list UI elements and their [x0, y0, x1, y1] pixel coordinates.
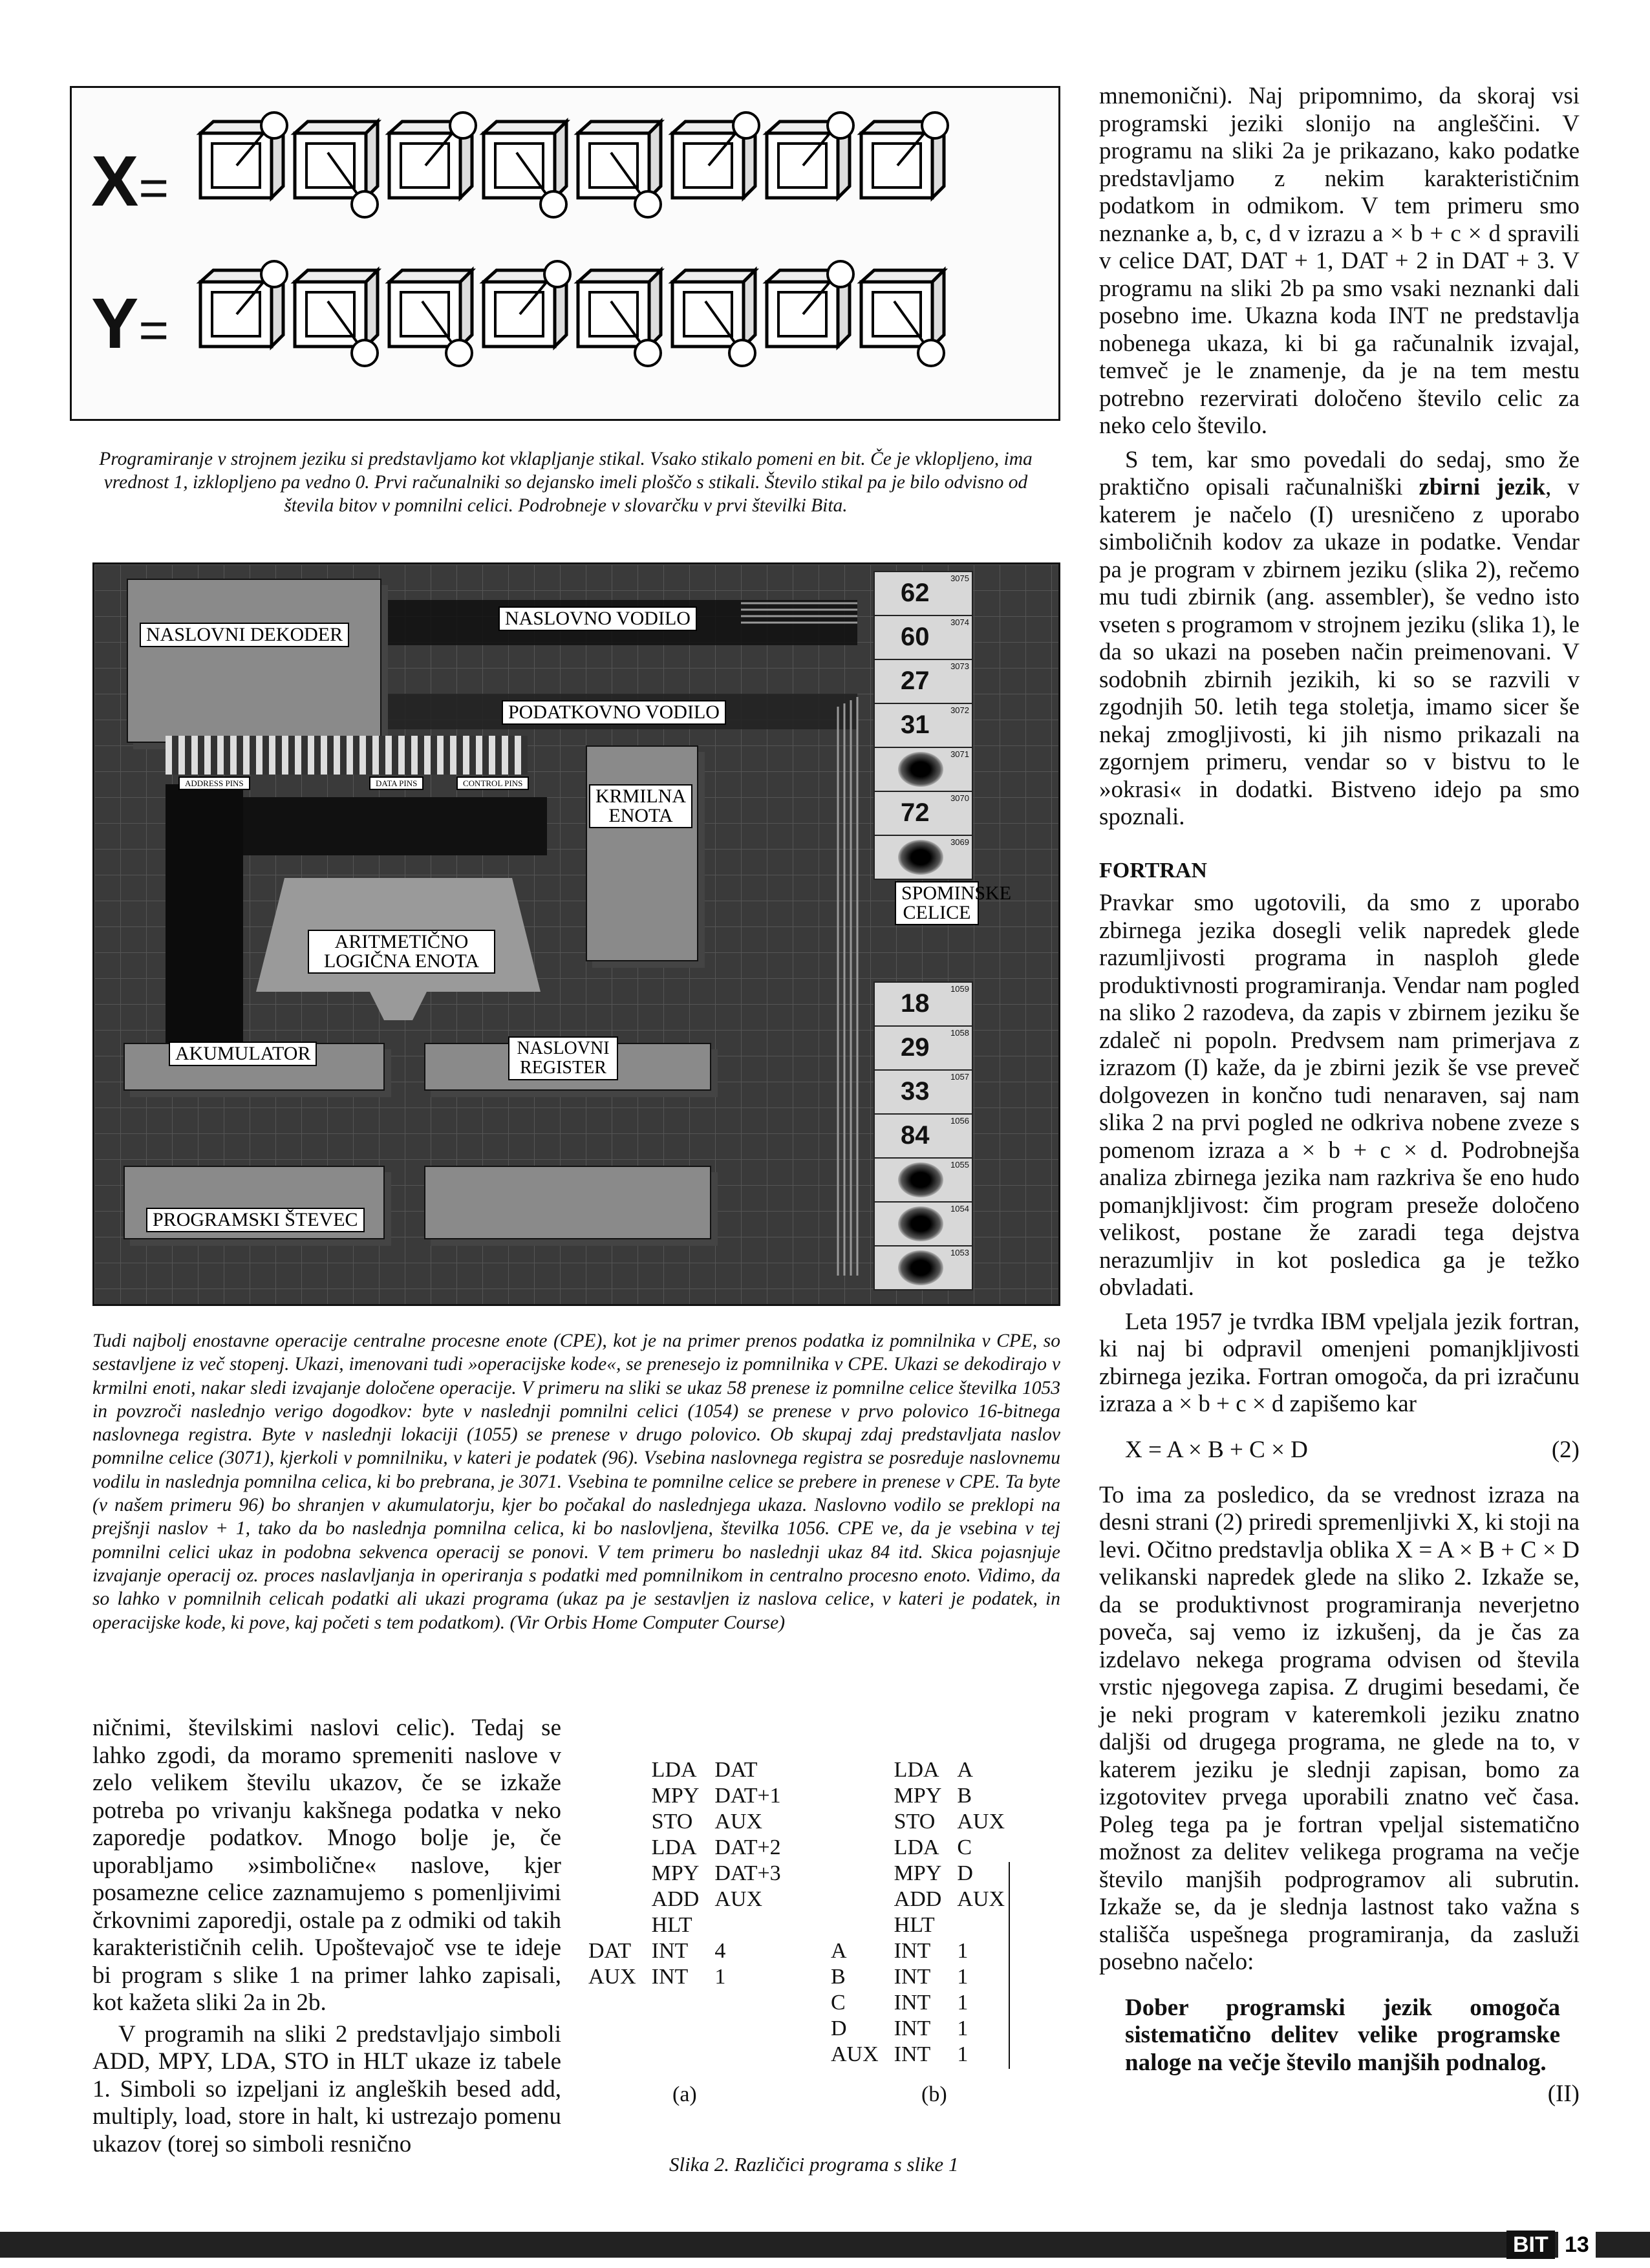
program-line	[831, 2042, 1020, 2068]
program-operand: 1	[957, 2042, 969, 2066]
program-operand: 1	[714, 1965, 726, 1989]
program-opcode: INT	[651, 1939, 689, 1963]
principle-statement: Dober programski jezik omogoča sistematično delitev velike programske naloge na večje število manjših podnalog.	[1125, 1994, 1560, 2076]
memory-cell-address: 1057	[950, 1072, 969, 1082]
memory-cell-value: 72	[901, 798, 930, 827]
right-column	[1099, 83, 1580, 2108]
footer-bar	[0, 2232, 1650, 2258]
program-operand: DAT	[714, 1758, 758, 1782]
program-opcode: HLT	[651, 1913, 692, 1937]
memory-cell	[873, 747, 973, 792]
memory-cell	[873, 703, 973, 748]
program-label: DAT	[588, 1939, 632, 1963]
memory-cell-address: 3073	[950, 661, 969, 671]
memory-cell	[873, 1201, 973, 1246]
program-operand: DAT+1	[714, 1784, 781, 1808]
program-line	[588, 1912, 797, 1938]
program-label	[831, 1835, 894, 1861]
switch-on-icon[interactable]	[387, 114, 475, 204]
switch-figure	[70, 86, 1060, 421]
program-b	[831, 1757, 1020, 2068]
switch-on-icon[interactable]	[670, 114, 758, 204]
program-line	[588, 1938, 797, 1964]
principle-number: (II)	[1547, 2081, 1580, 2107]
switch-on-icon[interactable]	[764, 262, 852, 353]
program-b-table	[831, 1757, 1020, 2068]
program-opcode: LDA	[894, 1758, 939, 1782]
program-label	[588, 1912, 652, 1938]
program-label: D	[831, 2017, 847, 2040]
program-opcode: MPY	[894, 1861, 942, 1885]
memory-cell-address: 3071	[950, 749, 969, 759]
control-unit-label: KRMILNA ENOTA	[589, 784, 692, 828]
switch-off-icon[interactable]	[292, 114, 380, 204]
program-opcode: INT	[894, 2042, 931, 2066]
program-line	[588, 1783, 797, 1809]
control-unit-block	[586, 745, 698, 961]
switch-on-icon[interactable]	[198, 114, 286, 204]
program-opcode: INT	[894, 1965, 931, 1989]
memory-cell-value: 62	[901, 579, 930, 607]
program-a-label: (a)	[672, 2082, 697, 2106]
memory-cell-address: 3074	[950, 617, 969, 627]
left-paragraph-2: V programih na sliki 2 predstavljajo simboli ADD, MPY, LDA, STO in HLT ukaze iz tabele 1. Simboli so izpeljani iz angleških besed add, multiply, load, store in halt, ki ustrezajo pomenu ukazov (torej so simboli resnično	[92, 2020, 561, 2157]
switch-off-icon[interactable]	[575, 114, 663, 204]
memory-cell-address: 3069	[950, 837, 969, 847]
memory-cell-smudge	[898, 1162, 943, 1197]
page-number: 13	[1558, 2231, 1596, 2259]
program-opcode: LDA	[651, 1758, 697, 1782]
switch-off-icon[interactable]	[481, 114, 569, 204]
memory-cell-address: 1056	[950, 1116, 969, 1126]
memory-cell-address: 3075	[950, 573, 969, 583]
program-opcode: STO	[894, 1810, 936, 1834]
program-line	[831, 1990, 1020, 2016]
program-opcode: MPY	[894, 1784, 942, 1808]
program-opcode: INT	[894, 1991, 931, 2015]
program-opcode: HLT	[894, 1913, 935, 1937]
empty-register-block	[424, 1166, 711, 1239]
program-line	[831, 1887, 1020, 1912]
memory-cell-value: 29	[901, 1033, 930, 1062]
program-operand	[957, 1912, 1020, 1938]
program-operand: DAT+3	[714, 1861, 781, 1885]
pins	[166, 736, 528, 775]
address-bus-label: NASLOVNO VODILO	[498, 606, 697, 631]
program-b-divider	[1009, 1862, 1010, 2069]
program-opcode: INT	[894, 2017, 931, 2040]
memory-cell-smudge	[898, 1206, 943, 1241]
switch-off-icon[interactable]	[292, 262, 380, 353]
memory-cell-address: 1059	[950, 984, 969, 994]
program-opcode: LDA	[894, 1835, 939, 1859]
memory-cell-address: 3070	[950, 793, 969, 803]
address-decoder-block	[127, 579, 381, 743]
program-operand: 1	[957, 1939, 969, 1963]
program-label	[831, 1887, 894, 1912]
address-register-label: NASLOVNI REGISTER	[508, 1036, 618, 1080]
program-label	[831, 1809, 894, 1835]
program-operand	[714, 1912, 796, 1938]
program-label	[831, 1912, 894, 1938]
program-operand: B	[957, 1784, 972, 1808]
right-paragraph-5: To ima za posledico, da se vrednost izraza na desni strani (2) priredi spremenljivki X, ki stoji na levi. Očitno predstavlja oblika X = A × B + C × D velikanski napredek glede na sliko 2. Izkaže se, da se produktivnost programiranja neverjetno poveča, saj vemo iz izkušenj, da je čas za izdelavo nekega programa odvisen od števila vrstic njegovega zapisa. Z drugimi besedami, če je neki program v kateremkoli jeziku znatno daljši od drugega programa, ne glede na to, v katerem jeziku je slednji zapisan, bomo za izgotovitev prvega uporabili znatno več časa. Poleg tega pa je fortran vpeljal sistematično možnost za delitev velikega programa na večje število manjših podprogramov ali subrutin. Izkaže se, da je slednja lastnost tako važna s stališča uspešnega programiranja, da zasluži posebno načelo:	[1099, 1481, 1580, 1975]
program-operand: C	[957, 1835, 972, 1859]
memory-cell	[873, 791, 973, 836]
program-line	[831, 1835, 1020, 1861]
program-counter-label: PROGRAMSKI ŠTEVEC	[146, 1208, 365, 1232]
memory-cell-value: 60	[901, 623, 930, 651]
memory-cell-address: 1055	[950, 1160, 969, 1170]
footer-brand: BIT	[1506, 2231, 1555, 2259]
switch-on-icon[interactable]	[764, 114, 852, 204]
program-line	[831, 1912, 1020, 1938]
program-label	[588, 1757, 652, 1783]
memory-cell-smudge	[898, 1250, 943, 1285]
program-opcode: LDA	[651, 1835, 697, 1859]
program-a	[588, 1757, 797, 1990]
program-line	[831, 1938, 1020, 1964]
program-opcode: INT	[894, 1939, 931, 1963]
memory-cell-address: 1058	[950, 1028, 969, 1038]
address-decoder-label: NASLOVNI DEKODER	[140, 623, 349, 647]
program-line	[588, 1757, 797, 1783]
formula-line	[1099, 1437, 1580, 1482]
program-operand: D	[957, 1861, 973, 1885]
program-label: C	[831, 1991, 846, 2015]
control-pins-label: CONTROL PINS	[456, 776, 529, 790]
memory-cell-address: 1053	[950, 1248, 969, 1257]
accumulator-label: AKUMULATOR	[169, 1042, 317, 1066]
address-pins-label: ADDRESS PINS	[178, 776, 250, 790]
program-operand: 1	[957, 1965, 969, 1989]
program-line	[831, 1809, 1020, 1835]
program-line	[588, 1809, 797, 1835]
program-label	[831, 1757, 894, 1783]
program-operand: AUX	[957, 1810, 1005, 1834]
memory-cell	[873, 571, 973, 616]
program-line	[831, 1757, 1020, 1783]
program-opcode: MPY	[651, 1861, 700, 1885]
formula: X = A × B + C × D	[1125, 1436, 1308, 1463]
program-label	[831, 1861, 894, 1887]
figure1-caption: Programiranje v strojnem jeziku si predstavljamo kot vklapljanje stikal. Vsako stikalo pomeni en bit. Če je vklopljeno, ima vrednost 1, izklopljeno pa vedno 0. Prvi računalniki so dejansko imeli ploščo s stikali. Število stikal pa je bilo odvisno od števila bitov v pomnilni celici. Podrobneje v slovarčku v prvi številki Bita.	[99, 449, 1033, 516]
program-opcode: STO	[651, 1810, 693, 1834]
memory-cell-smudge	[898, 752, 943, 787]
cpu-diagram	[92, 562, 1060, 1306]
program-line	[831, 1861, 1020, 1887]
switch-on-icon[interactable]	[859, 114, 947, 204]
memory-cell	[873, 1025, 973, 1071]
switch-off-icon[interactable]	[575, 262, 663, 353]
memory-cells-label: SPOMINSKE CELICE	[895, 881, 979, 925]
alu-label: ARITMETIČNO LOGIČNA ENOTA	[308, 930, 495, 974]
program-label: AUX	[588, 1965, 636, 1989]
memory-cell-value: 18	[901, 989, 930, 1018]
memory-cell-value: 27	[901, 667, 930, 695]
memory-cell	[873, 1113, 973, 1159]
program-opcode: MPY	[651, 1784, 700, 1808]
fortran-heading: FORTRAN	[1099, 858, 1207, 883]
memory-cell	[873, 981, 973, 1027]
switch-on-icon[interactable]	[481, 262, 569, 353]
program-line	[831, 2016, 1020, 2042]
program-line	[588, 1887, 797, 1912]
left-paragraph-1: ničnimi, številskimi naslovi celic). Tedaj se lahko zgodi, da moramo spremeniti naslove v zelo velikem številu ukazov, če se izkaže potreba po vrivanju kakšnega podatka v neko zaporedje podatkov. Mnogo bolje je, če uporabljamo »simbolične« naslove, kjer posamezne celice zaznamujemo s pomenljivimi črkovnimi zaporedji, ostale pa z odmiki od takih karakterističnih celih. Upoštevajoč vse te ideje bi program s slike 1 na primer lahko zapisali, kot kažeta sliki 2a in 2b.	[92, 1715, 561, 2016]
right-paragraph-1: mnemonični). Naj pripomnimo, da skoraj vsi programski jeziki slonijo na angleščini. V programu na sliki 2a je prikazano, kako podatke predstavljamo z nekim karakterističnim podatkom in odmikom. V tem primeru smo neznanke a, b, c, d v izrazu a × b + c × d spravili v celice DAT, DAT + 1, DAT + 2 in DAT + 3. V programu na sliki 2b pa smo vsaki neznanki dali posebno ime. Ukazna koda INT ne predstavlja nobenega ukaza, ki bi ga računalnik izvajal, temveč je le znamenje, da je na tem mestu potrebno rezervirati določeno število celic za neko celo število.	[1099, 83, 1580, 439]
switch-on-icon[interactable]	[198, 262, 286, 353]
program-label	[588, 1861, 652, 1887]
program-label: B	[831, 1965, 846, 1989]
memory-cell	[873, 1157, 973, 1203]
memory-cell	[873, 1245, 973, 1290]
data-bus-label: PODATKOVNO VODILO	[502, 700, 726, 725]
program-label	[588, 1887, 652, 1912]
program-operand: AUX	[714, 1887, 763, 1911]
program-label	[588, 1835, 652, 1861]
program-operand: AUX	[957, 1887, 1005, 1911]
row-y-label: Y=	[91, 284, 169, 363]
program-operand: A	[957, 1758, 973, 1782]
program-line	[831, 1783, 1020, 1809]
memory-cell	[873, 835, 973, 880]
memory-cell	[873, 659, 973, 704]
memory-cell-smudge	[898, 840, 943, 875]
program-a-table	[588, 1757, 797, 1990]
memory-cell-address: 3072	[950, 705, 969, 715]
program-line	[588, 1835, 797, 1861]
program-line	[588, 1964, 797, 1990]
program-operand: 1	[957, 2017, 969, 2040]
figure2-caption: Tudi najbolj enostavne operacije centralne procesne enote (CPE), kot je na primer prenos podatka iz pomnilnika v CPE, so sestavljene iz več stopenj. Ukazi, imenovani tudi »operacijske kode«, se prenesejo iz pomnilnika v CPE. Ukazi se dekodirajo v krmilni enoti, nakar sledi izvajanje določene operacije. V primeru na sliki se ukaz 58 prenese iz pomnilne celice številka 1053 in povzroči naslednjo verigo dogodkov: byte v naslednji pomnilni celici (1054) se prenese v prvo polovico 16-bitnega naslovnega registra. Byte v naslednji lokaciji (1055) se prenese v drugo polovico. Ob skupaj zdaj predstavljata naslov pomnilne celice (3071), kjerkoli v pomnilniku, v kateri je podatek (96). Vsebina naslovnega registra se posreduje naslovnemu vodilu in naslednja pomnilna celica, ki bo prebrana, je 3071. Vsebina te pomnilne celice se prebere in prenese v CPE. Ta byte (v našem primeru 96) bo shranjen v akumulatorju, kjer bo počakal do naslednjega ukaza. Naslovno vodilo se preklopi na prejšnji naslov + 1, tako da bo naslednja pomnilna celica, ki bo naslovljena, številka 1056. CPE ve, da je vsebina v tej pomnilni celici ukaz in podobna sekvenca operacij se ponovi. V tem primeru bo naslednji ukaz 84 itd. Skica pojasnjuje izvajanje operacij oz. proces naslavljanja in operiranja s podatki med pomnilnikom in centralno procesno enoto. Vidimo, da so lahko v pomnilnih celicah podatki ali ukazi programa (ukaz pa je sestavljen iz naslova celice, v kateri je podatek, in operacijske kode, ki pove, kaj početi s tem podatkom). (Vir Orbis Home Computer Course)	[92, 1331, 1060, 1633]
switch-off-icon[interactable]	[859, 262, 947, 353]
program-operand: 1	[957, 1991, 969, 2015]
program-opcode: INT	[651, 1965, 689, 1989]
program-opcode: ADD	[651, 1887, 700, 1911]
switch-off-icon[interactable]	[387, 262, 475, 353]
formula-number: (2)	[1551, 1436, 1580, 1463]
left-column	[92, 1715, 561, 2158]
program-operand: 4	[714, 1939, 726, 1963]
row-x-label: X=	[91, 142, 169, 221]
memory-cell-value: 31	[901, 711, 930, 739]
program-line	[831, 1964, 1020, 1990]
program-operand: DAT+2	[714, 1835, 781, 1859]
figure3-caption: Slika 2. Različici programa s slike 1	[669, 2153, 959, 2176]
memory-cell-address: 1054	[950, 1204, 969, 1214]
program-label	[831, 1783, 894, 1809]
switch-off-icon[interactable]	[670, 262, 758, 353]
data-pins-label: DATA PINS	[369, 776, 423, 790]
program-opcode: ADD	[894, 1887, 942, 1911]
program-label	[588, 1783, 652, 1809]
right-paragraph-2: S tem, kar smo povedali do sedaj, smo že praktično opisali računalniški zbirni jezik, v katerem je načelo (I) uresničeno z uporabo simboličnih kodov za ukaze in podatke. Vendar pa je program v zbirnem jeziku (slika 2), rečemo mu tudi zbirnik (ang. assembler), še vedno isto vseten s programom v strojnem jeziku (slika 1), le da so ukazi na poseben način preimenovani. V sodobnih zbirnih jezikih, ki so se razvili v zgodnjih 50. letih tega stoletja, imamo sicer še nekaj zmogljivosti, ki jih nismo prikazali na zgornjem primeru, vendar so v bistvu to le »okrasi« in dodatki. Bistveno idejo pa smo spoznali.	[1099, 446, 1580, 830]
memory-cell-value: 84	[901, 1121, 930, 1150]
program-label: AUX	[831, 2042, 879, 2066]
memory-cell	[873, 615, 973, 660]
program-b-label: (b)	[921, 2082, 947, 2106]
memory-cell-value: 33	[901, 1077, 930, 1106]
memory-cell	[873, 1069, 973, 1115]
program-label	[588, 1809, 652, 1835]
program-line	[588, 1861, 797, 1887]
program-operand: AUX	[714, 1810, 763, 1834]
right-paragraph-4: Leta 1957 je tvrdka IBM vpeljala jezik fortran, ki naj bi odpravil omenjeni pomanjkljivosti zbirnega jezika. Fortran omogoča, da pri izračunu izraza a × b + c × d zapišemo kar	[1099, 1308, 1580, 1417]
right-paragraph-3: Pravkar smo ugotovili, da smo z uporabo zbirnega jezika dosegli velik napredek glede razumljivosti programa in nasploh glede produktivnosti programiranja. Vendar nam pogled na sliko 2 razodeva, da zapis v zbirnem jeziku še zdaleč ni popoln. Predvsem nam primerjava z izrazom (I) kaže, da je zbirni jezik še vse preveč dolgovezen in končno tudi nenaraven, saj nam slika 2 na prvi pogled ne odkriva nobene zveze s pomenom izraza a × b + c × d. Podrobnejša analiza zbirnega jezika nam razkriva še eno hudo pomanjkljivost: čim program preseže določeno velikost, postane že zaradi tega dejstva nerazumljiv in kot posledica ga je težko obvladati.	[1099, 890, 1580, 1301]
program-label: A	[831, 1939, 847, 1963]
